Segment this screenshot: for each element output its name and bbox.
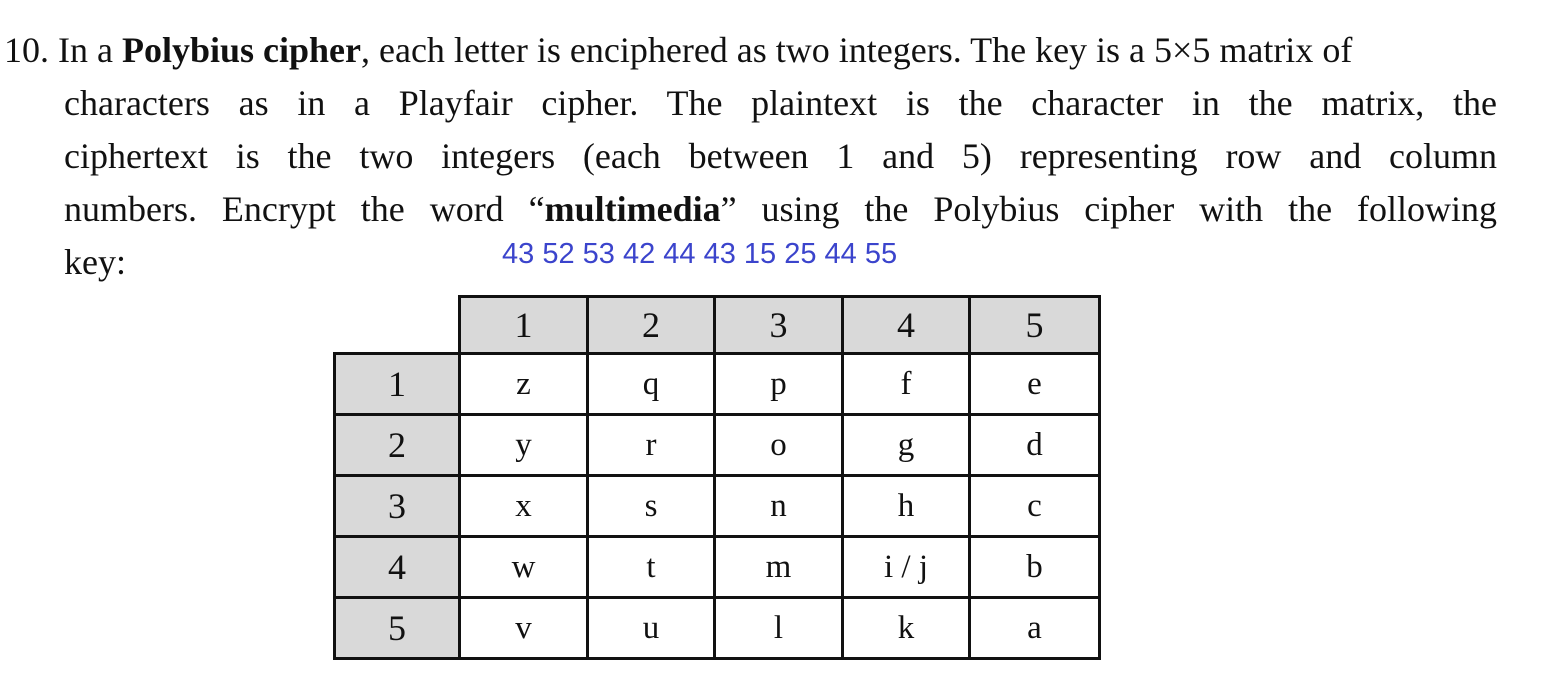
question-line-1 — [0, 24, 1500, 77]
question-line-4-wrap — [0, 183, 1500, 236]
question-line-2-wrap — [0, 77, 1500, 130]
term-polybius-cipher: Polybius cipher — [121, 30, 361, 70]
row-header-1: 1 — [333, 352, 461, 416]
table-cell: w — [458, 535, 589, 599]
table-cell: f — [841, 352, 971, 416]
column-header-5: 5 — [968, 295, 1101, 355]
answer-text: 43 52 53 42 44 43 15 25 44 55 — [502, 238, 898, 270]
question-number: 10. — [4, 30, 49, 70]
term-multimedia: multimedia — [544, 189, 721, 229]
table-cell: o — [713, 413, 844, 477]
table-cell: p — [713, 352, 844, 416]
table-cell: y — [458, 413, 589, 477]
question-line-1-start: In a — [58, 30, 122, 70]
question-line-2: characters as in a Playfair cipher. The plaintext is the character in the matrix, the — [64, 83, 1497, 123]
column-header-2: 2 — [586, 295, 716, 355]
question-line-4-start: numbers. Encrypt the word “ — [64, 189, 545, 229]
row-header-5: 5 — [333, 596, 461, 660]
table-cell: k — [841, 596, 971, 660]
table-cell: b — [968, 535, 1101, 599]
table-cell: v — [458, 596, 589, 660]
row-header-3: 3 — [333, 474, 461, 538]
table-cell: s — [586, 474, 716, 538]
table-cell: z — [458, 352, 589, 416]
question-line-3-wrap — [0, 130, 1500, 183]
table-cell: l — [713, 596, 844, 660]
question-line-4 — [64, 183, 1497, 236]
polybius-key-table — [333, 295, 1101, 660]
table-cell: i / j — [841, 535, 971, 599]
table-cell: g — [841, 413, 971, 477]
column-header-1: 1 — [458, 295, 589, 355]
table-cell: q — [586, 352, 716, 416]
column-header-3: 3 — [713, 295, 844, 355]
table-cell: n — [713, 474, 844, 538]
row-header-2: 2 — [333, 413, 461, 477]
question-line-5: key: — [64, 242, 126, 282]
table-cell: e — [968, 352, 1101, 416]
table-cell: t — [586, 535, 716, 599]
question-line-4-end: ” using the Polybius cipher with the following — [720, 189, 1497, 229]
table-cell: x — [458, 474, 589, 538]
table-cell: m — [713, 535, 844, 599]
table-cell: u — [586, 596, 716, 660]
table-cell: h — [841, 474, 971, 538]
column-header-4: 4 — [841, 295, 971, 355]
table-cell: r — [586, 413, 716, 477]
question-line-3: ciphertext is the two integers (each between 1 and 5) representing row and column — [64, 136, 1497, 176]
table-cell: a — [968, 596, 1101, 660]
table-cell: c — [968, 474, 1101, 538]
question-line-1-end: , each letter is enciphered as two integers. The key is a 5×5 matrix of — [361, 30, 1353, 70]
row-header-4: 4 — [333, 535, 461, 599]
table-cell: d — [968, 413, 1101, 477]
